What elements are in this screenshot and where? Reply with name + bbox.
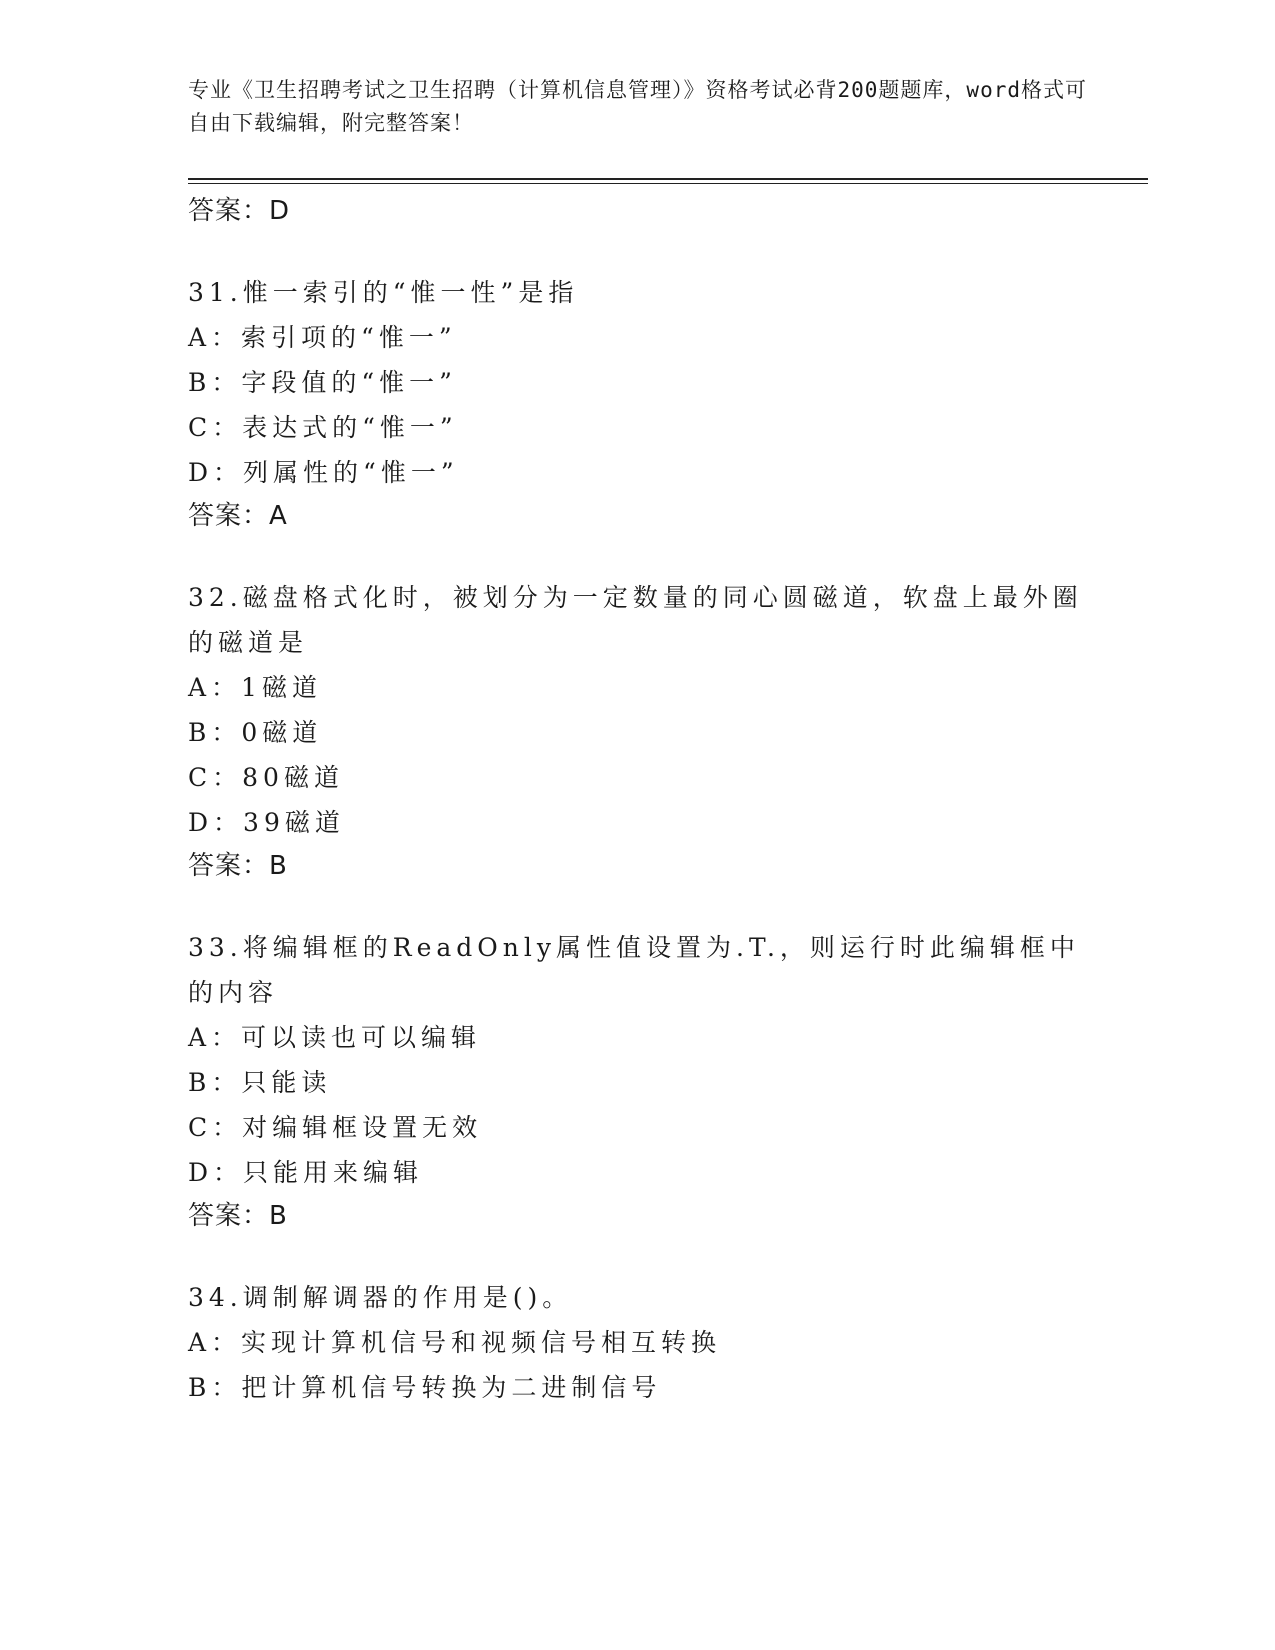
answer-line: 答案：A [188, 501, 288, 531]
question-32 [188, 575, 1088, 887]
option-c: C：表达式的“惟一” [188, 413, 458, 442]
question-stem: 34.调制解调器的作用是()。 [188, 1283, 573, 1312]
option-a: A：实现计算机信号和视频信号相互转换 [188, 1328, 722, 1357]
option-b: B：字段值的“惟一” [188, 368, 457, 397]
option-a: A：索引项的“惟一” [188, 323, 457, 352]
question-list [188, 190, 1088, 1410]
option-a: A：可以读也可以编辑 [188, 1023, 482, 1052]
question-34 [188, 1275, 1088, 1410]
answer-line: 答案：B [188, 851, 288, 881]
option-a: A：1磁道 [188, 673, 322, 702]
document-header: 专业《卫生招聘考试之卫生招聘（计算机信息管理）》资格考试必背200题题库，word格式可自由下载编辑，附完整答案！ [188, 78, 1087, 135]
option-d: D：列属性的“惟一” [188, 458, 459, 487]
question-stem: 32.磁盘格式化时，被划分为一定数量的同心圆磁道，软盘上最外圈的磁道是 [188, 583, 1083, 657]
header-divider-thin [188, 183, 1148, 184]
option-b: B：把计算机信号转换为二进制信号 [188, 1373, 662, 1402]
question-33 [188, 925, 1088, 1237]
answer-line: 答案：D [188, 196, 291, 226]
answer-line: 答案：B [188, 1201, 288, 1231]
question-31 [188, 270, 1088, 537]
header-divider-thick [188, 178, 1148, 180]
option-b: B：0磁道 [188, 718, 323, 747]
question-stem: 31.惟一索引的“惟一性”是指 [188, 278, 579, 307]
option-d: D：只能用来编辑 [188, 1158, 424, 1187]
option-b: B：只能读 [188, 1068, 332, 1097]
option-c: C：对编辑框设置无效 [188, 1113, 483, 1142]
option-c: C：80磁道 [188, 763, 344, 792]
option-d: D：39磁道 [188, 808, 345, 837]
question-stem: 33.将编辑框的ReadOnly属性值设置为.T.，则运行时此编辑框中的内容 [188, 933, 1080, 1007]
